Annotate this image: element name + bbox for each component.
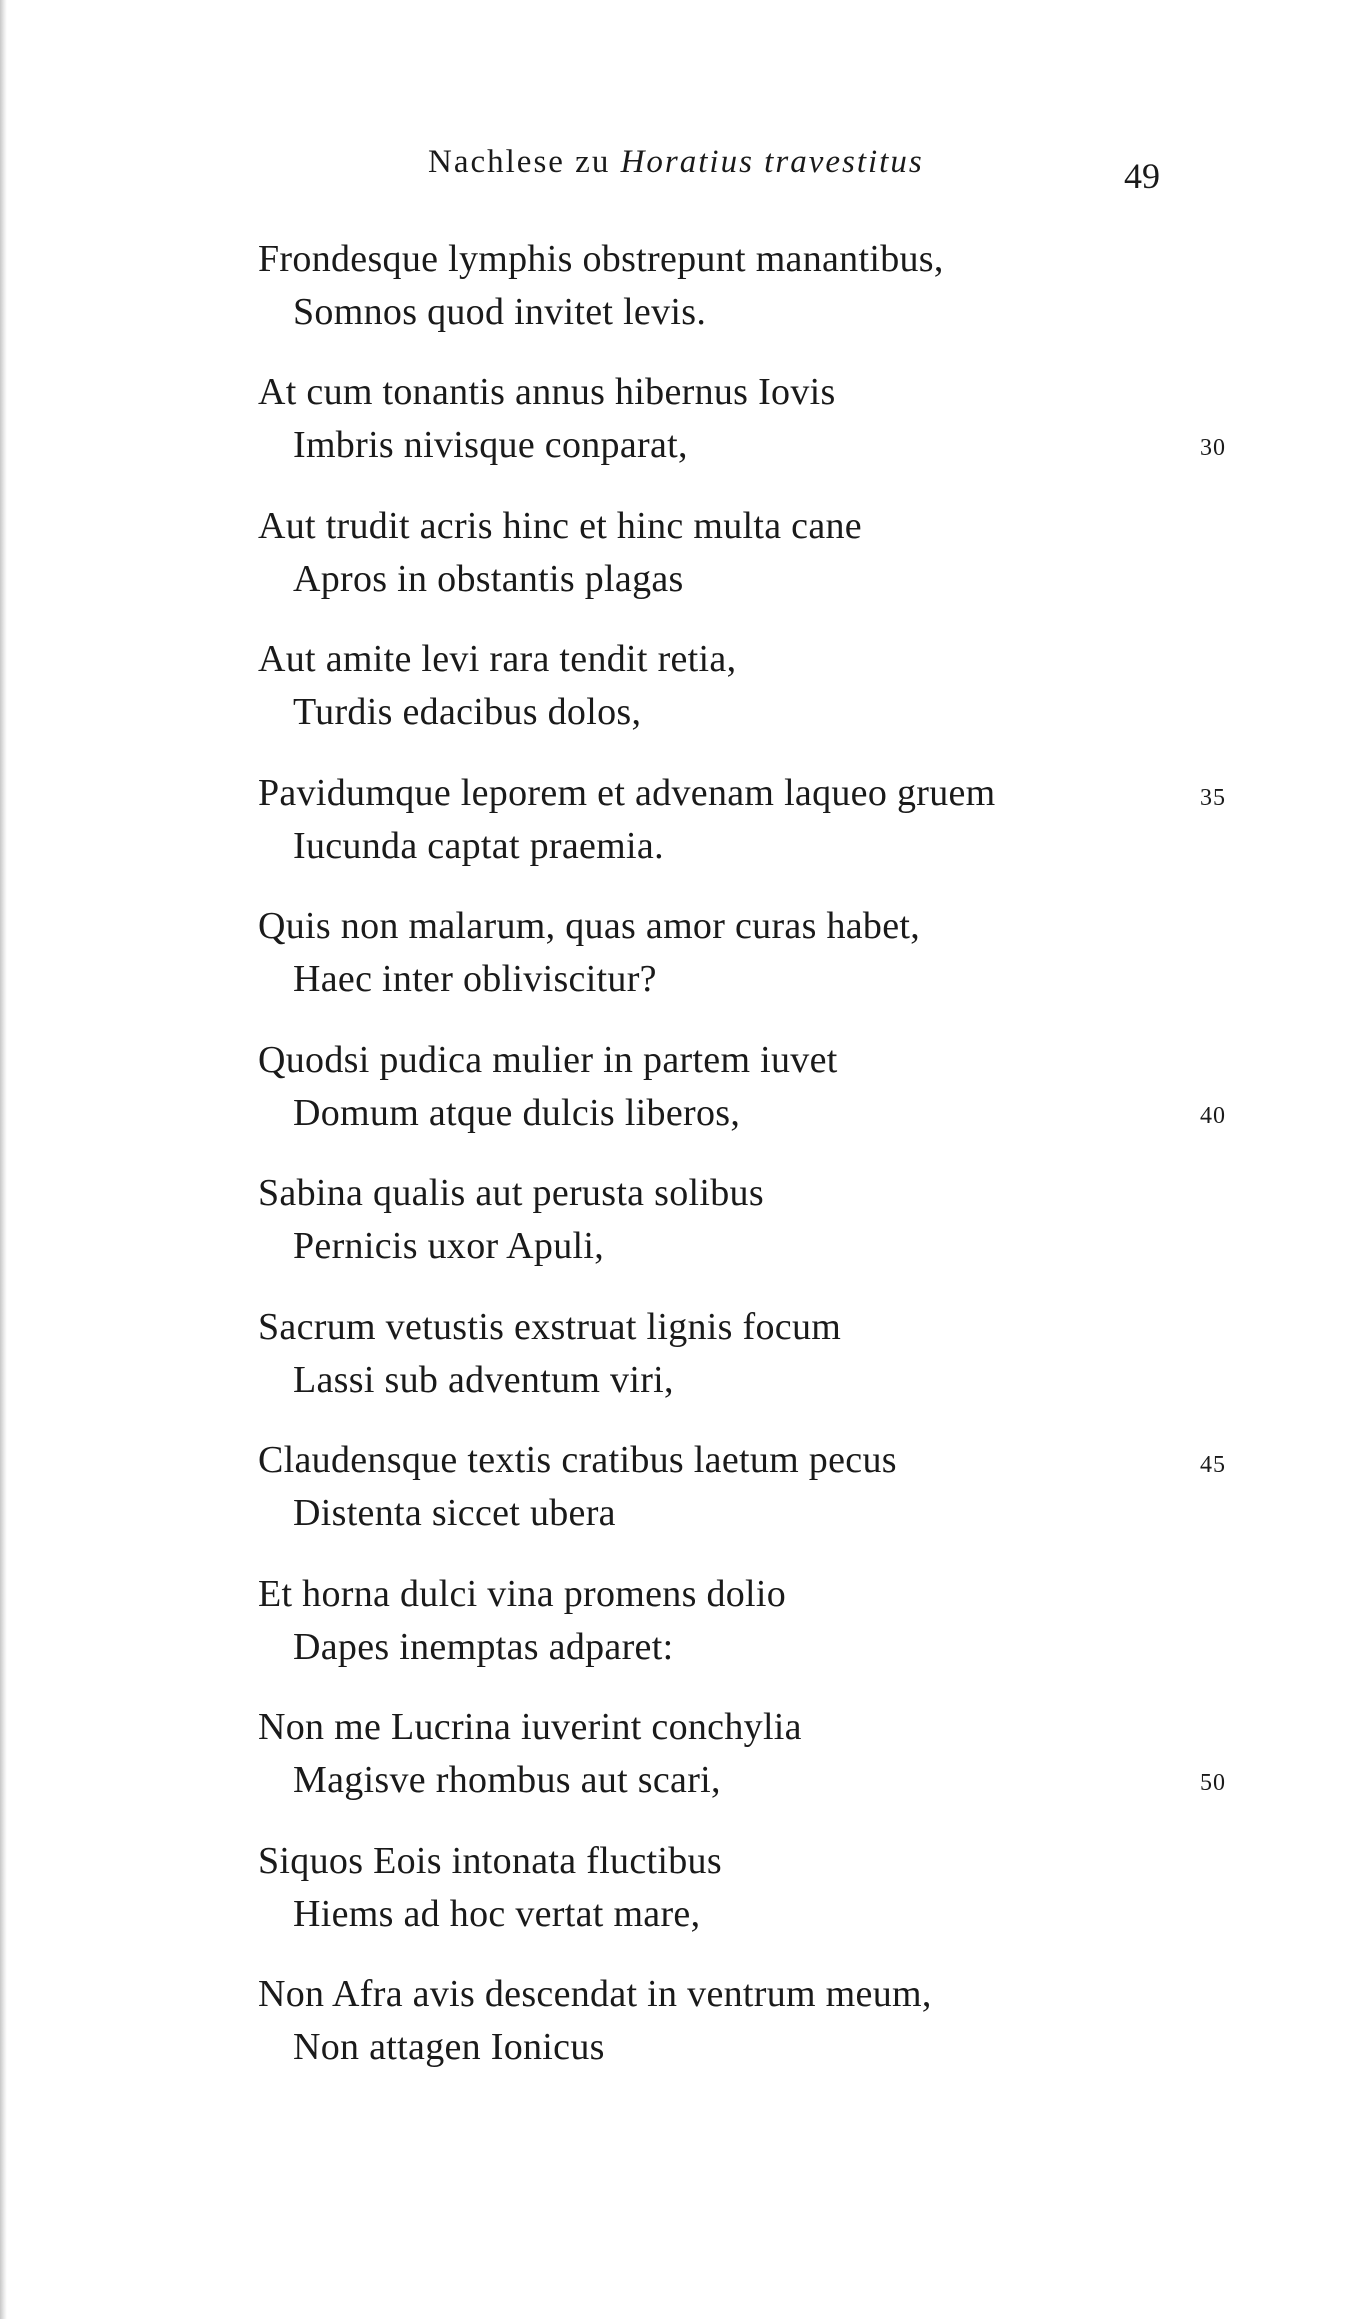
verse-line-indented: Turdis edacibus dolos, xyxy=(293,691,642,733)
line-number: 30 xyxy=(1200,435,1226,461)
verse-line-indented: Pernicis uxor Apuli, xyxy=(293,1225,605,1267)
stanza-12 xyxy=(0,1708,1364,1818)
stanza-6 xyxy=(0,907,1364,1017)
stanza-10 xyxy=(0,1441,1364,1551)
running-header xyxy=(428,146,924,179)
verse-line: Aut trudit acris hinc et hinc multa cane xyxy=(258,505,862,547)
stanza-11 xyxy=(0,1575,1364,1685)
verse-line: Sacrum vetustis exstruat lignis focum xyxy=(258,1306,842,1348)
verse-line: Sabina qualis aut perusta solibus xyxy=(258,1172,764,1214)
verse-line: Pavidumque leporem et advenam laqueo gruem xyxy=(258,772,996,814)
verse-line-indented: Non attagen Ionicus xyxy=(293,2026,605,2068)
verse-line: Claudensque textis cratibus laetum pecus xyxy=(258,1439,897,1481)
running-header-italic: Horatius travestitus xyxy=(620,144,924,180)
line-number: 40 xyxy=(1200,1103,1226,1129)
verse-line-indented: Haec inter obliviscitur? xyxy=(293,958,657,1000)
verse-line: Non Afra avis descendat in ventrum meum, xyxy=(258,1973,932,2015)
verse-line-indented: Lassi sub adventum viri, xyxy=(293,1359,674,1401)
stanza-3 xyxy=(0,507,1364,617)
stanza-7 xyxy=(0,1041,1364,1151)
line-number: 45 xyxy=(1200,1452,1226,1478)
verse-line-indented: Iucunda captat praemia. xyxy=(293,825,664,867)
verse-line-indented: Hiems ad hoc vertat mare, xyxy=(293,1893,701,1935)
verse-line-indented: Domum atque dulcis liberos, xyxy=(293,1092,741,1134)
verse-line-indented: Apros in obstantis plagas xyxy=(293,558,684,600)
running-header-regular: Nachlese zu xyxy=(428,144,621,180)
verse-line-indented: Somnos quod invitet levis. xyxy=(293,291,707,333)
page-number: 49 xyxy=(1124,156,1160,196)
verse-line: Aut amite levi rara tendit retia, xyxy=(258,638,737,680)
stanza-8 xyxy=(0,1174,1364,1284)
stanza-4 xyxy=(0,640,1364,750)
verse-line: At cum tonantis annus hibernus Iovis xyxy=(258,371,836,413)
stanza-2 xyxy=(0,373,1364,483)
stanza-9 xyxy=(0,1308,1364,1418)
stanza-13 xyxy=(0,1842,1364,1952)
verse-line-indented: Distenta siccet ubera xyxy=(293,1492,616,1534)
verse-line: Siquos Eois intonata fluctibus xyxy=(258,1840,722,1882)
verse-line: Frondesque lymphis obstrepunt manantibus, xyxy=(258,238,944,280)
verse-line: Et horna dulci vina promens dolio xyxy=(258,1573,787,1615)
verse-line: Quodsi pudica mulier in partem iuvet xyxy=(258,1039,838,1081)
stanza-1 xyxy=(0,240,1364,350)
verse-line-indented: Dapes inemptas adparet: xyxy=(293,1626,674,1668)
verse-line-indented: Imbris nivisque conparat, xyxy=(293,424,688,466)
verse-line-indented: Magisve rhombus aut scari, xyxy=(293,1759,721,1801)
verse-line: Non me Lucrina iuverint conchylia xyxy=(258,1706,802,1748)
stanza-14 xyxy=(0,1975,1364,2085)
line-number: 35 xyxy=(1200,785,1226,811)
stanza-5 xyxy=(0,774,1364,884)
line-number: 50 xyxy=(1200,1770,1226,1796)
verse-line: Quis non malarum, quas amor curas habet, xyxy=(258,905,921,947)
